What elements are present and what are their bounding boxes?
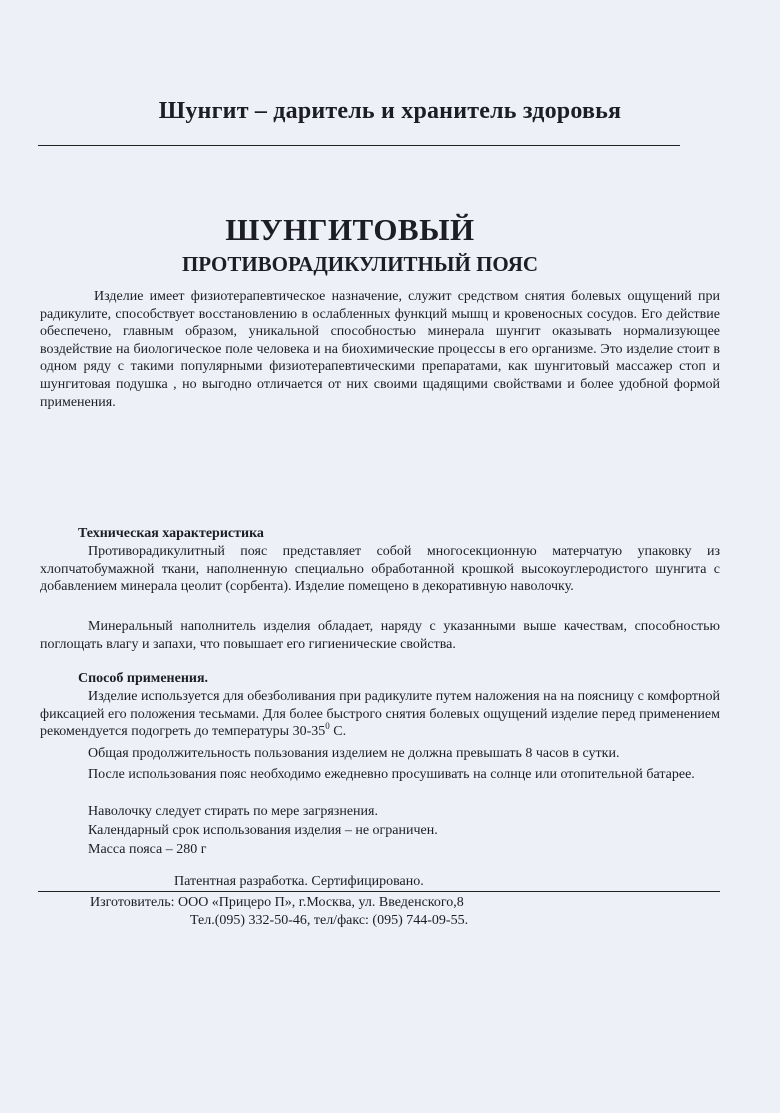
usage-paragraph-1 xyxy=(40,688,720,741)
tech-paragraph-1: Противорадикулитный пояс представляет собой многосекционную матерчатую упаковку из хлопчатобумажной ткани, наполненную специально обработанной крошкой высокоуглеродистого шунгита с добавлением минерала цеолит (сорбента). Изделие помещено в декоративную наволочку. xyxy=(40,544,720,595)
manufacturer-line: Изготовитель: ООО «Прицеро П», г.Москва, ул. Введенского,8 xyxy=(90,895,464,910)
product-title: ШУНГИТОВЫЙ xyxy=(225,212,475,247)
footer-divider xyxy=(38,891,720,892)
phone-line: Тел.(095) 332-50-46, тел/факс: (095) 744-09-55. xyxy=(190,913,469,928)
patent-note: Патентная разработка. Сертифицировано. xyxy=(174,874,424,889)
header-divider xyxy=(38,145,680,146)
usage-paragraph-2: Общая продолжительность пользования изделием не должна превышать 8 часов в сутки. xyxy=(88,746,620,761)
usage-paragraph-4: Наволочку следует стирать по мере загрязнения. xyxy=(88,804,378,819)
product-subtitle: ПРОТИВОРАДИКУЛИТНЫЙ ПОЯС xyxy=(181,252,539,276)
degree-superscript: 0 xyxy=(325,721,330,732)
usage-heading: Способ применения. xyxy=(78,671,209,686)
usage-paragraph-5: Календарный срок использования изделия – не ограничен. xyxy=(88,823,438,838)
usage-paragraph-6: Масса пояса – 280 г xyxy=(88,842,207,857)
usage-text: Изделие используется для обезболивания при радикулите путем наложения на на поясницу с комфортной фиксацией его положения тесьмами. Для более быстрого снятия болевых ощущений изделие перед применением рекомендуется подогреть до температуры 30-35 xyxy=(40,689,720,740)
usage-paragraph-3: После использования пояс необходимо ежедневно просушивать на солнце или отопительной батарее. xyxy=(88,767,695,782)
header-title: Шунгит – даритель и хранитель здоровья xyxy=(158,98,622,124)
tech-heading: Техническая характеристика xyxy=(78,526,264,541)
usage-text-end: С. xyxy=(329,724,347,740)
tech-paragraph-2: Минеральный наполнитель изделия обладает, наряду с указанными выше качествам, способностью поглощать влагу и запахи, что повышает его гигиенические свойства. xyxy=(40,619,720,652)
intro-paragraph: Изделие имеет физиотерапевтическое назначение, служит средством снятия болевых ощущений при радикулите, способствует восстановлению в ослабленных функций мышц и кровеносных сосудов. Его действие обеспечено, главным образом, уникальной способностью минерала шунгит оказывать нормализующее воздействие на биологическое поле человека и на биохимические процессы в его организме. Это изделие стоит в одном ряду с такими популярными физиотерапевтическими препаратами, как шунгитовый массажер стоп и шунгитовая подушка , но выгодно отличается от них своими щадящими свойствами и более удобной формой применения. xyxy=(40,289,720,410)
